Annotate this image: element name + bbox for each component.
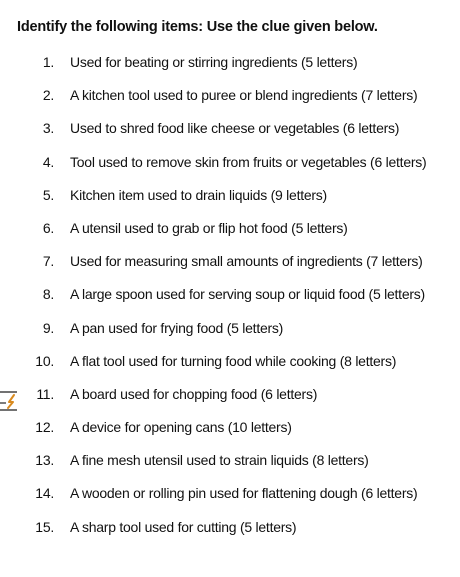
edit-marker-icon[interactable] bbox=[0, 389, 18, 413]
item-number: 10. bbox=[35, 352, 54, 369]
list-item bbox=[0, 251, 460, 284]
item-clue: Used for measuring small amounts of ingredients (7 letters) bbox=[70, 253, 423, 270]
item-clue: A sharp tool used for cutting (5 letters) bbox=[70, 518, 297, 535]
item-clue: A utensil used to grab or flip hot food (5 letters) bbox=[70, 219, 348, 236]
list-item bbox=[0, 417, 460, 450]
item-number: 15. bbox=[35, 518, 54, 535]
item-clue: A flat tool used for turning food while cooking (8 letters) bbox=[70, 352, 397, 369]
item-number: 9. bbox=[42, 319, 54, 336]
item-number: 3. bbox=[42, 120, 54, 137]
item-number: 12. bbox=[35, 419, 54, 436]
item-clue: A wooden or rolling pin used for flattening dough (6 letters) bbox=[70, 485, 418, 502]
list-item bbox=[0, 218, 460, 251]
list-item bbox=[0, 351, 460, 384]
page-heading: Identify the following items: Use the clue given below. bbox=[17, 19, 378, 35]
item-clue: Used for beating or stirring ingredients (5 letters) bbox=[70, 54, 358, 70]
item-clue: A board used for chopping food (6 letters) bbox=[70, 385, 318, 402]
list-item bbox=[0, 450, 460, 483]
item-number: 8. bbox=[42, 286, 54, 303]
list-item bbox=[0, 152, 460, 185]
item-number: 4. bbox=[42, 153, 54, 170]
item-clue: A fine mesh utensil used to strain liquids (8 letters) bbox=[70, 452, 369, 469]
list-item bbox=[0, 284, 460, 317]
item-clue: A large spoon used for serving soup or liquid food (5 letters) bbox=[70, 286, 425, 303]
list-item bbox=[0, 517, 460, 550]
item-number: 2. bbox=[42, 87, 54, 104]
item-clue: Tool used to remove skin from fruits or vegetables (6 letters) bbox=[70, 153, 427, 170]
item-number: 13. bbox=[35, 452, 54, 469]
list-item bbox=[0, 185, 460, 218]
item-clue: A pan used for frying food (5 letters) bbox=[70, 319, 284, 336]
item-number: 14. bbox=[35, 485, 54, 502]
item-number: 6. bbox=[42, 219, 54, 236]
list-item bbox=[0, 318, 460, 351]
item-number: 5. bbox=[42, 186, 54, 203]
item-number: 7. bbox=[42, 253, 54, 270]
clue-list bbox=[0, 52, 460, 550]
item-clue: Used to shred food like cheese or vegetables (6 letters) bbox=[70, 120, 400, 137]
list-item bbox=[0, 384, 460, 417]
list-item bbox=[0, 85, 460, 118]
list-item bbox=[0, 52, 460, 85]
item-number: 1. bbox=[42, 54, 54, 70]
item-clue: A kitchen tool used to puree or blend ingredients (7 letters) bbox=[70, 87, 418, 104]
marker-bolt bbox=[8, 395, 14, 408]
list-item bbox=[0, 118, 460, 151]
item-clue: Kitchen item used to drain liquids (9 letters) bbox=[70, 186, 327, 203]
item-clue: A device for opening cans (10 letters) bbox=[70, 419, 292, 436]
list-item bbox=[0, 483, 460, 516]
item-number: 11. bbox=[36, 385, 54, 402]
